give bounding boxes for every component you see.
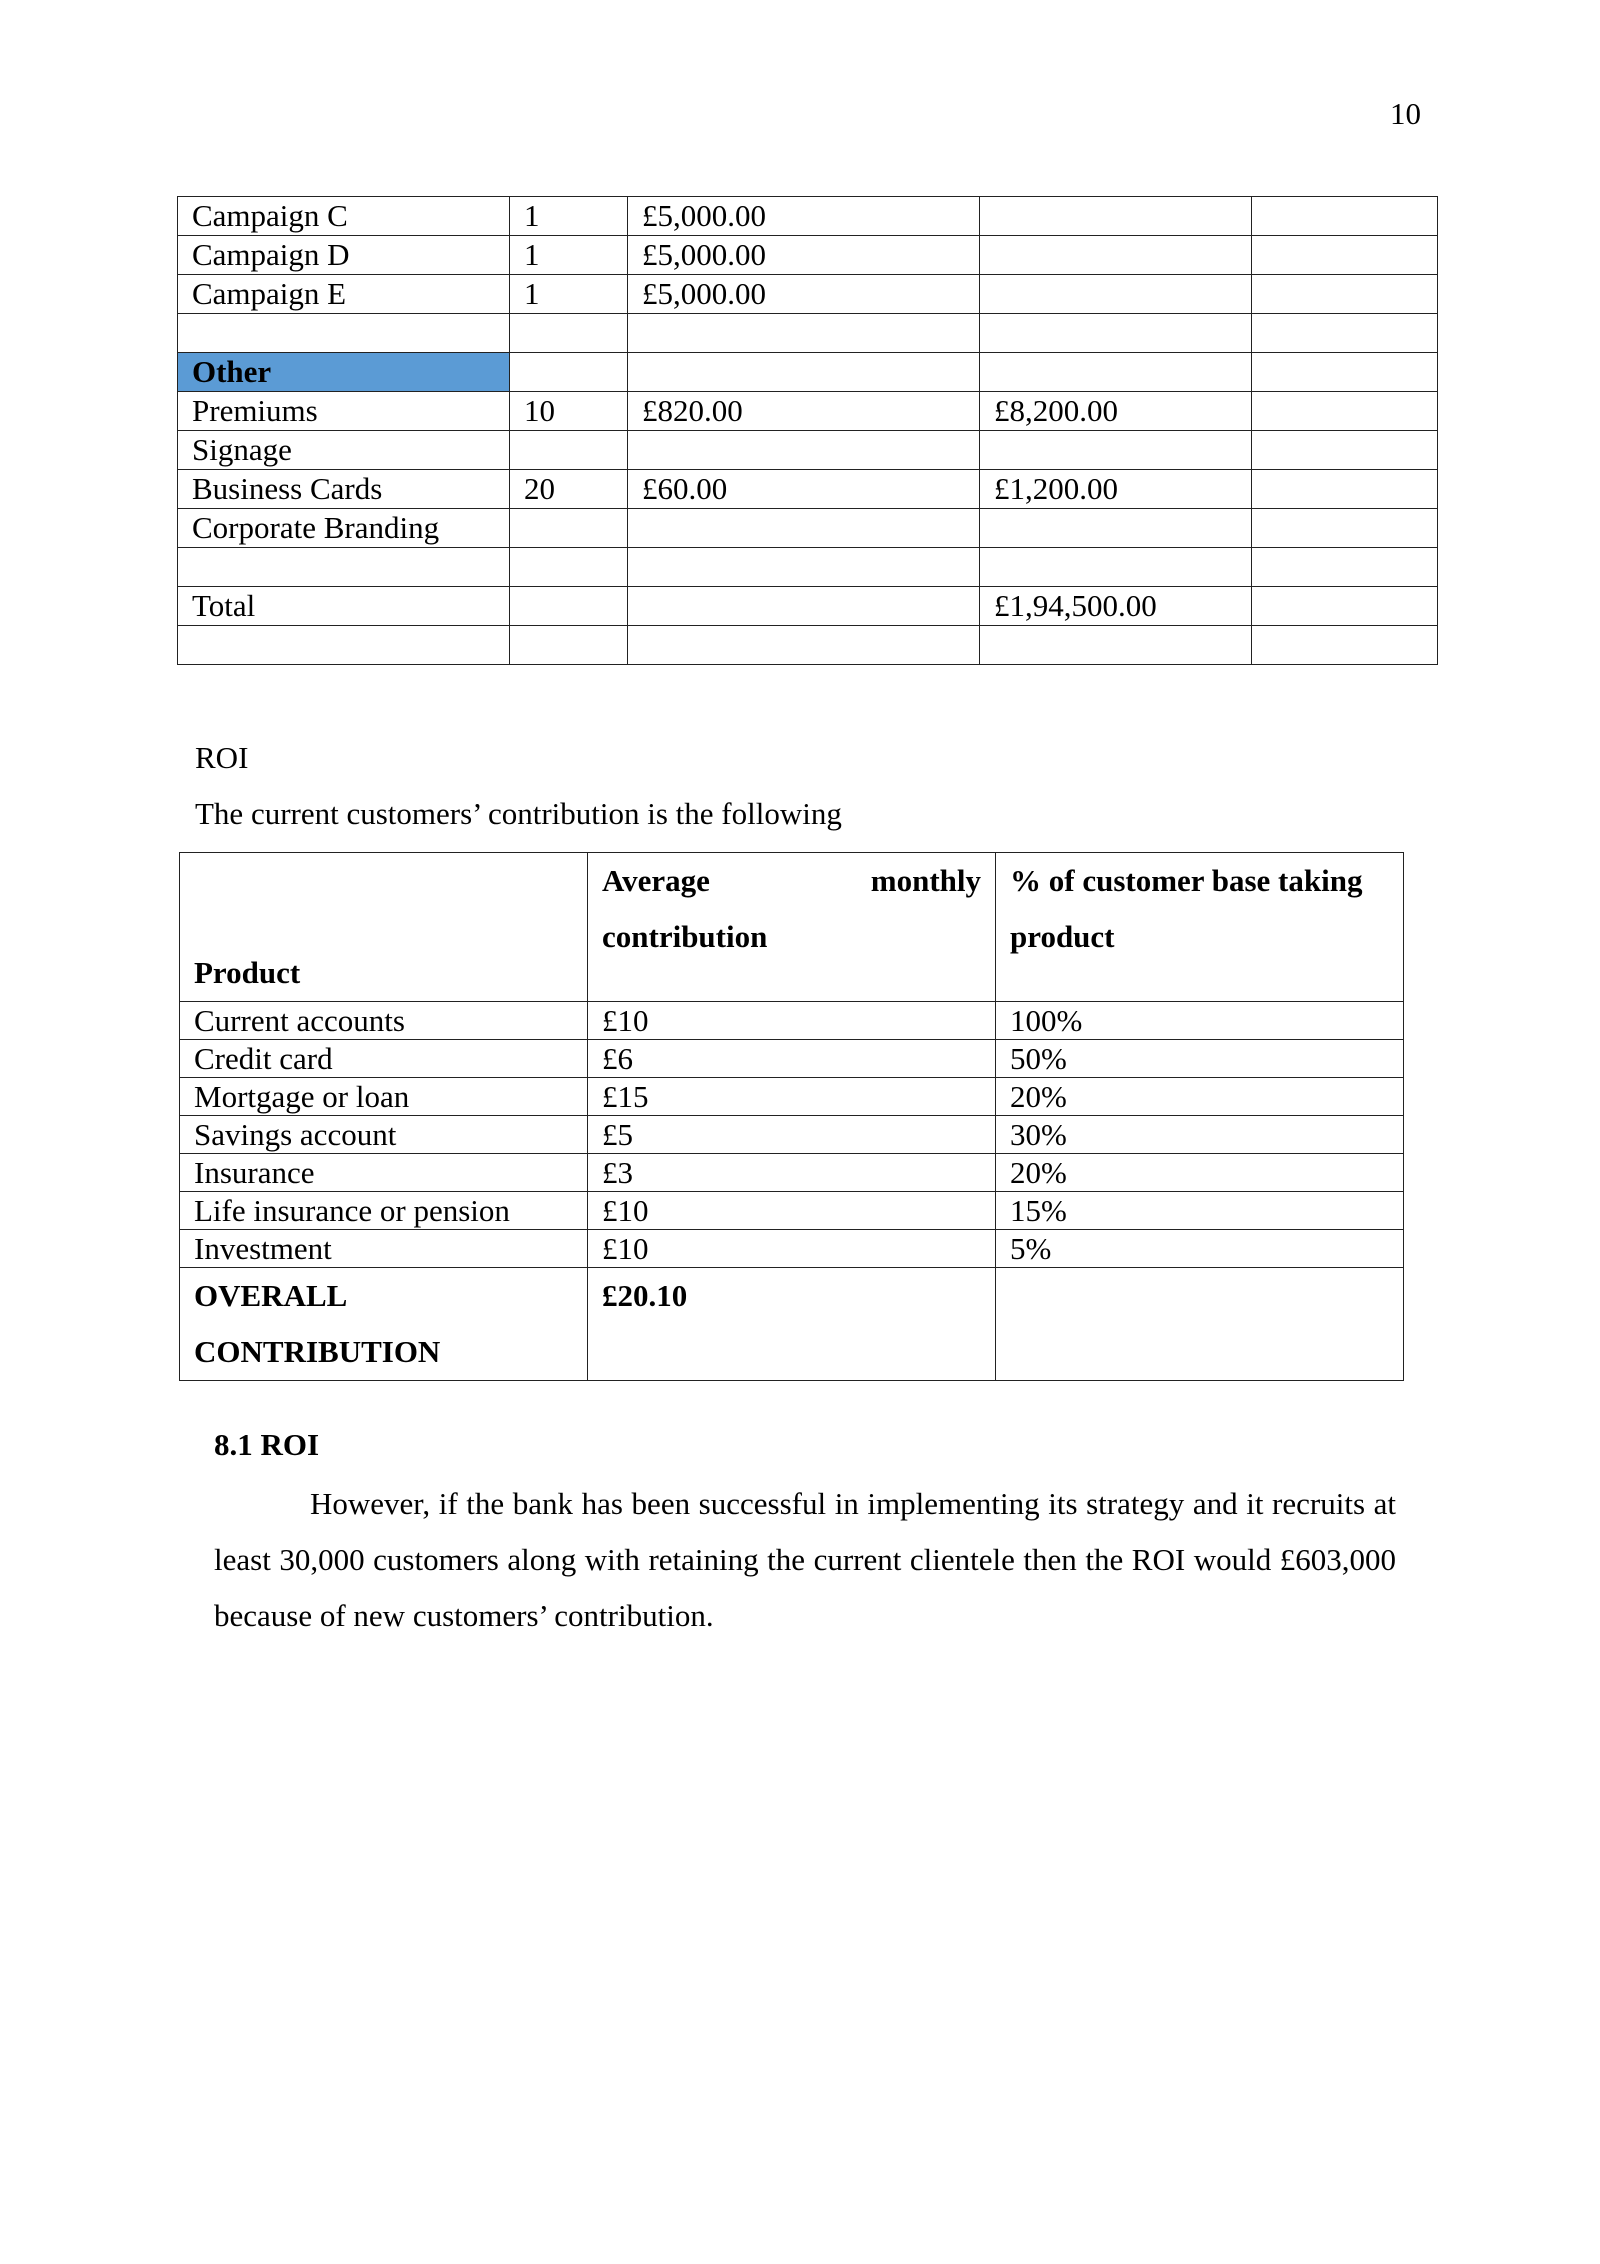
budget-row — [178, 275, 1438, 314]
header-product: Product — [180, 853, 588, 1002]
budget-cell-col3: £5,000.00 — [628, 197, 980, 236]
budget-row — [178, 470, 1438, 509]
budget-cell-col2 — [510, 314, 628, 353]
header-percent-customer-base: % of customer base taking product — [996, 853, 1404, 1002]
budget-cell-col4: £8,200.00 — [980, 392, 1252, 431]
budget-cell-col3: £60.00 — [628, 470, 980, 509]
budget-table — [177, 196, 1438, 665]
contribution-average-cell: £6 — [588, 1040, 996, 1078]
contribution-percent-cell: 15% — [996, 1192, 1404, 1230]
budget-cell-col4 — [980, 236, 1252, 275]
contribution-row — [180, 1154, 1404, 1192]
contribution-row — [180, 1002, 1404, 1040]
body-paragraph: However, if the bank has been successful in implementing its strategy and it recruits at least 30,000 customers along with retaining the current clientele then the ROI would £603,000 because of new customers’ contribution. — [214, 1486, 1396, 1633]
contribution-percent-cell: 100% — [996, 1002, 1404, 1040]
contribution-row — [180, 1040, 1404, 1078]
budget-cell-col2: 1 — [510, 236, 628, 275]
budget-cell-col1 — [178, 548, 510, 587]
budget-cell-col5 — [1252, 548, 1438, 587]
budget-cell-col4 — [980, 509, 1252, 548]
budget-row — [178, 548, 1438, 587]
overall-contribution-row — [180, 1268, 1404, 1381]
budget-cell-col5 — [1252, 353, 1438, 392]
budget-cell-col4 — [980, 197, 1252, 236]
overall-contribution-empty — [996, 1268, 1404, 1381]
contribution-average-cell: £5 — [588, 1116, 996, 1154]
budget-cell-col5 — [1252, 314, 1438, 353]
overall-contribution-label: OVERALL CONTRIBUTION — [180, 1268, 588, 1381]
budget-cell-col2 — [510, 509, 628, 548]
budget-cell-col5 — [1252, 275, 1438, 314]
budget-cell-col1: Campaign D — [178, 236, 510, 275]
contribution-product-cell: Investment — [180, 1230, 588, 1268]
budget-cell-col2: 20 — [510, 470, 628, 509]
budget-cell-col1 — [178, 626, 510, 665]
budget-cell-col4: £1,200.00 — [980, 470, 1252, 509]
budget-cell-col2: 1 — [510, 197, 628, 236]
budget-row — [178, 353, 1438, 392]
budget-cell-col1: Corporate Branding — [178, 509, 510, 548]
budget-cell-col3: £5,000.00 — [628, 275, 980, 314]
contribution-average-cell: £10 — [588, 1230, 996, 1268]
budget-cell-col5 — [1252, 197, 1438, 236]
budget-cell-col5 — [1252, 626, 1438, 665]
contribution-product-cell: Life insurance or pension — [180, 1192, 588, 1230]
budget-cell-col4 — [980, 431, 1252, 470]
budget-cell-col3 — [628, 314, 980, 353]
budget-cell-col1: Campaign C — [178, 197, 510, 236]
budget-cell-col1: Other — [178, 353, 510, 392]
budget-cell-col1: Business Cards — [178, 470, 510, 509]
contribution-product-cell: Mortgage or loan — [180, 1078, 588, 1116]
budget-cell-col3 — [628, 509, 980, 548]
contribution-product-cell: Insurance — [180, 1154, 588, 1192]
budget-cell-col4 — [980, 626, 1252, 665]
contribution-percent-cell: 20% — [996, 1154, 1404, 1192]
budget-cell-col2 — [510, 431, 628, 470]
contribution-percent-cell: 5% — [996, 1230, 1404, 1268]
budget-cell-col4 — [980, 275, 1252, 314]
contribution-product-cell: Credit card — [180, 1040, 588, 1078]
budget-row — [178, 431, 1438, 470]
budget-cell-col1 — [178, 314, 510, 353]
budget-cell-col1: Premiums — [178, 392, 510, 431]
budget-cell-col5 — [1252, 470, 1438, 509]
budget-cell-col1: Campaign E — [178, 275, 510, 314]
budget-cell-col1: Signage — [178, 431, 510, 470]
contribution-header-row — [180, 853, 1404, 1002]
budget-cell-col2: 10 — [510, 392, 628, 431]
budget-cell-col5 — [1252, 509, 1438, 548]
contribution-percent-cell: 30% — [996, 1116, 1404, 1154]
overall-contribution-value: £20.10 — [588, 1268, 996, 1381]
contribution-row — [180, 1078, 1404, 1116]
budget-row — [178, 314, 1438, 353]
budget-cell-col2 — [510, 548, 628, 587]
budget-cell-col2 — [510, 353, 628, 392]
budget-row — [178, 197, 1438, 236]
budget-cell-col3 — [628, 587, 980, 626]
budget-row — [178, 587, 1438, 626]
budget-cell-col2 — [510, 626, 628, 665]
contribution-product-cell: Current accounts — [180, 1002, 588, 1040]
budget-cell-col3: £5,000.00 — [628, 236, 980, 275]
budget-cell-col4 — [980, 353, 1252, 392]
contribution-table — [179, 852, 1404, 1381]
contribution-percent-cell: 50% — [996, 1040, 1404, 1078]
budget-cell-col3: £820.00 — [628, 392, 980, 431]
budget-row — [178, 626, 1438, 665]
header-average-word: Average — [602, 863, 710, 898]
budget-cell-col3 — [628, 431, 980, 470]
budget-cell-col5 — [1252, 236, 1438, 275]
contribution-percent-cell: 20% — [996, 1078, 1404, 1116]
budget-cell-col5 — [1252, 431, 1438, 470]
budget-cell-col3 — [628, 626, 980, 665]
budget-cell-col4: £1,94,500.00 — [980, 587, 1252, 626]
contribution-average-cell: £10 — [588, 1192, 996, 1230]
contribution-product-cell: Savings account — [180, 1116, 588, 1154]
budget-cell-col3 — [628, 548, 980, 587]
budget-cell-col4 — [980, 314, 1252, 353]
budget-cell-col5 — [1252, 392, 1438, 431]
contribution-row — [180, 1230, 1404, 1268]
budget-cell-col4 — [980, 548, 1252, 587]
roi-label: ROI — [195, 740, 249, 775]
contribution-row — [180, 1192, 1404, 1230]
budget-row — [178, 236, 1438, 275]
contribution-average-cell: £15 — [588, 1078, 996, 1116]
section-heading: 8.1 ROI — [214, 1427, 320, 1462]
contribution-average-cell: £10 — [588, 1002, 996, 1040]
budget-cell-col2: 1 — [510, 275, 628, 314]
budget-row — [178, 509, 1438, 548]
budget-cell-col1: Total — [178, 587, 510, 626]
intro-text: The current customers’ contribution is the following — [195, 796, 842, 831]
contribution-row — [180, 1116, 1404, 1154]
budget-cell-col3 — [628, 353, 980, 392]
page-number: 10 — [1390, 96, 1421, 131]
header-monthly-word: monthly — [870, 863, 981, 898]
header-contribution-word: contribution — [602, 919, 768, 954]
contribution-average-cell: £3 — [588, 1154, 996, 1192]
budget-row — [178, 392, 1438, 431]
budget-cell-col5 — [1252, 587, 1438, 626]
budget-cell-col2 — [510, 587, 628, 626]
header-average-monthly-contribution — [588, 853, 996, 1002]
